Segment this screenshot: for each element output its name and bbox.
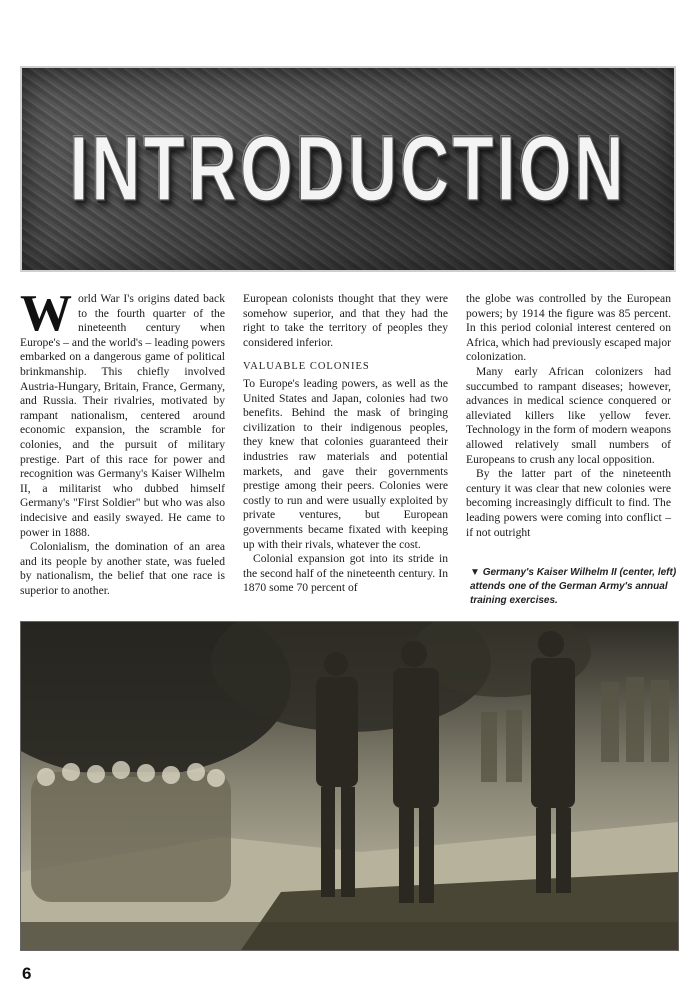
paragraph: To Europe's leading powers, as well as the United States and Japan, colonies had two benefits. Behind the mask of bringing civilization to their indigenous peoples, they knew that colonies guaranteed their industries raw materials and potential markets, and gave their governments prestige among their peers. Colonies were costly to run and were usually exploited by private ventures, but European governments became fixated with keeping up with their rivals, whatever the cost. — [243, 376, 448, 551]
paragraph: European colonists thought that they were somehow superior, and that they had the right to take the territory of peoples they considered inferior. — [243, 292, 448, 349]
caption-text: Germany's Kaiser Wilhelm II (center, left) attends one of the German Army's annual training exercises. — [470, 567, 677, 606]
banner-title: INTRODUCTION — [69, 117, 627, 221]
paragraph: By the latter part of the nineteenth century it was clear that new colonies were becoming increasingly difficult to find. The leading powers were coming into conflict – if not outright — [466, 467, 671, 539]
paragraph: the globe was controlled by the European powers; by 1914 the figure was 85 percent. In this period colonial interest centered on Africa, which had previously escaped major colonization. — [466, 292, 671, 364]
kaiser-training-photo — [20, 621, 679, 951]
section-subhead: VALUABLE COLONIES — [243, 361, 370, 373]
text-column-3 — [466, 292, 671, 540]
paragraph: Colonialism, the domination of an area and its people by another state, was fueled by nationalism, the belief that one race is superior to another. — [20, 540, 225, 597]
paragraph-text: orld War I's origins dated back to the fourth quarter of the nineteenth century when Europe's – and the world's – leading powers embarked on a dangerous game of political brinkmanship. This chiefly involved Austria-Hungary, Britain, France, Germany, and Russia. Their rivalries, motivated by rampant nationalism, centered around economic expansion, the scramble for colonies, and the pursuit of military prestige. Part of this race for power and recognition was Germany's Kaiser Wilhelm II, a militarist who dubbed himself Germany's "First Soldier" but who was also indecisive and easily swayed. He came to power in 1888. — [20, 292, 225, 539]
photo-illustration — [21, 622, 678, 950]
drop-cap: W — [20, 285, 72, 342]
text-column-2 — [243, 292, 448, 596]
triangle-down-icon: ▼ — [470, 567, 480, 578]
paragraph: Colonial expansion got into its stride in the second half of the nineteenth century. In 1870 some 70 percent of — [243, 552, 448, 595]
page-number: 6 — [22, 964, 32, 983]
text-column-1 — [20, 285, 225, 598]
paragraph: Many early African colonizers had succumbed to rampant diseases; however, advances in medical science conquered or alleviated killers like yellow fever. Technology in the form of modern weapons allowed relatively small numbers of Europeans to crush any local opposition. — [466, 364, 671, 466]
paragraph — [20, 285, 225, 540]
introduction-banner — [20, 66, 676, 272]
photo-caption — [470, 566, 680, 608]
